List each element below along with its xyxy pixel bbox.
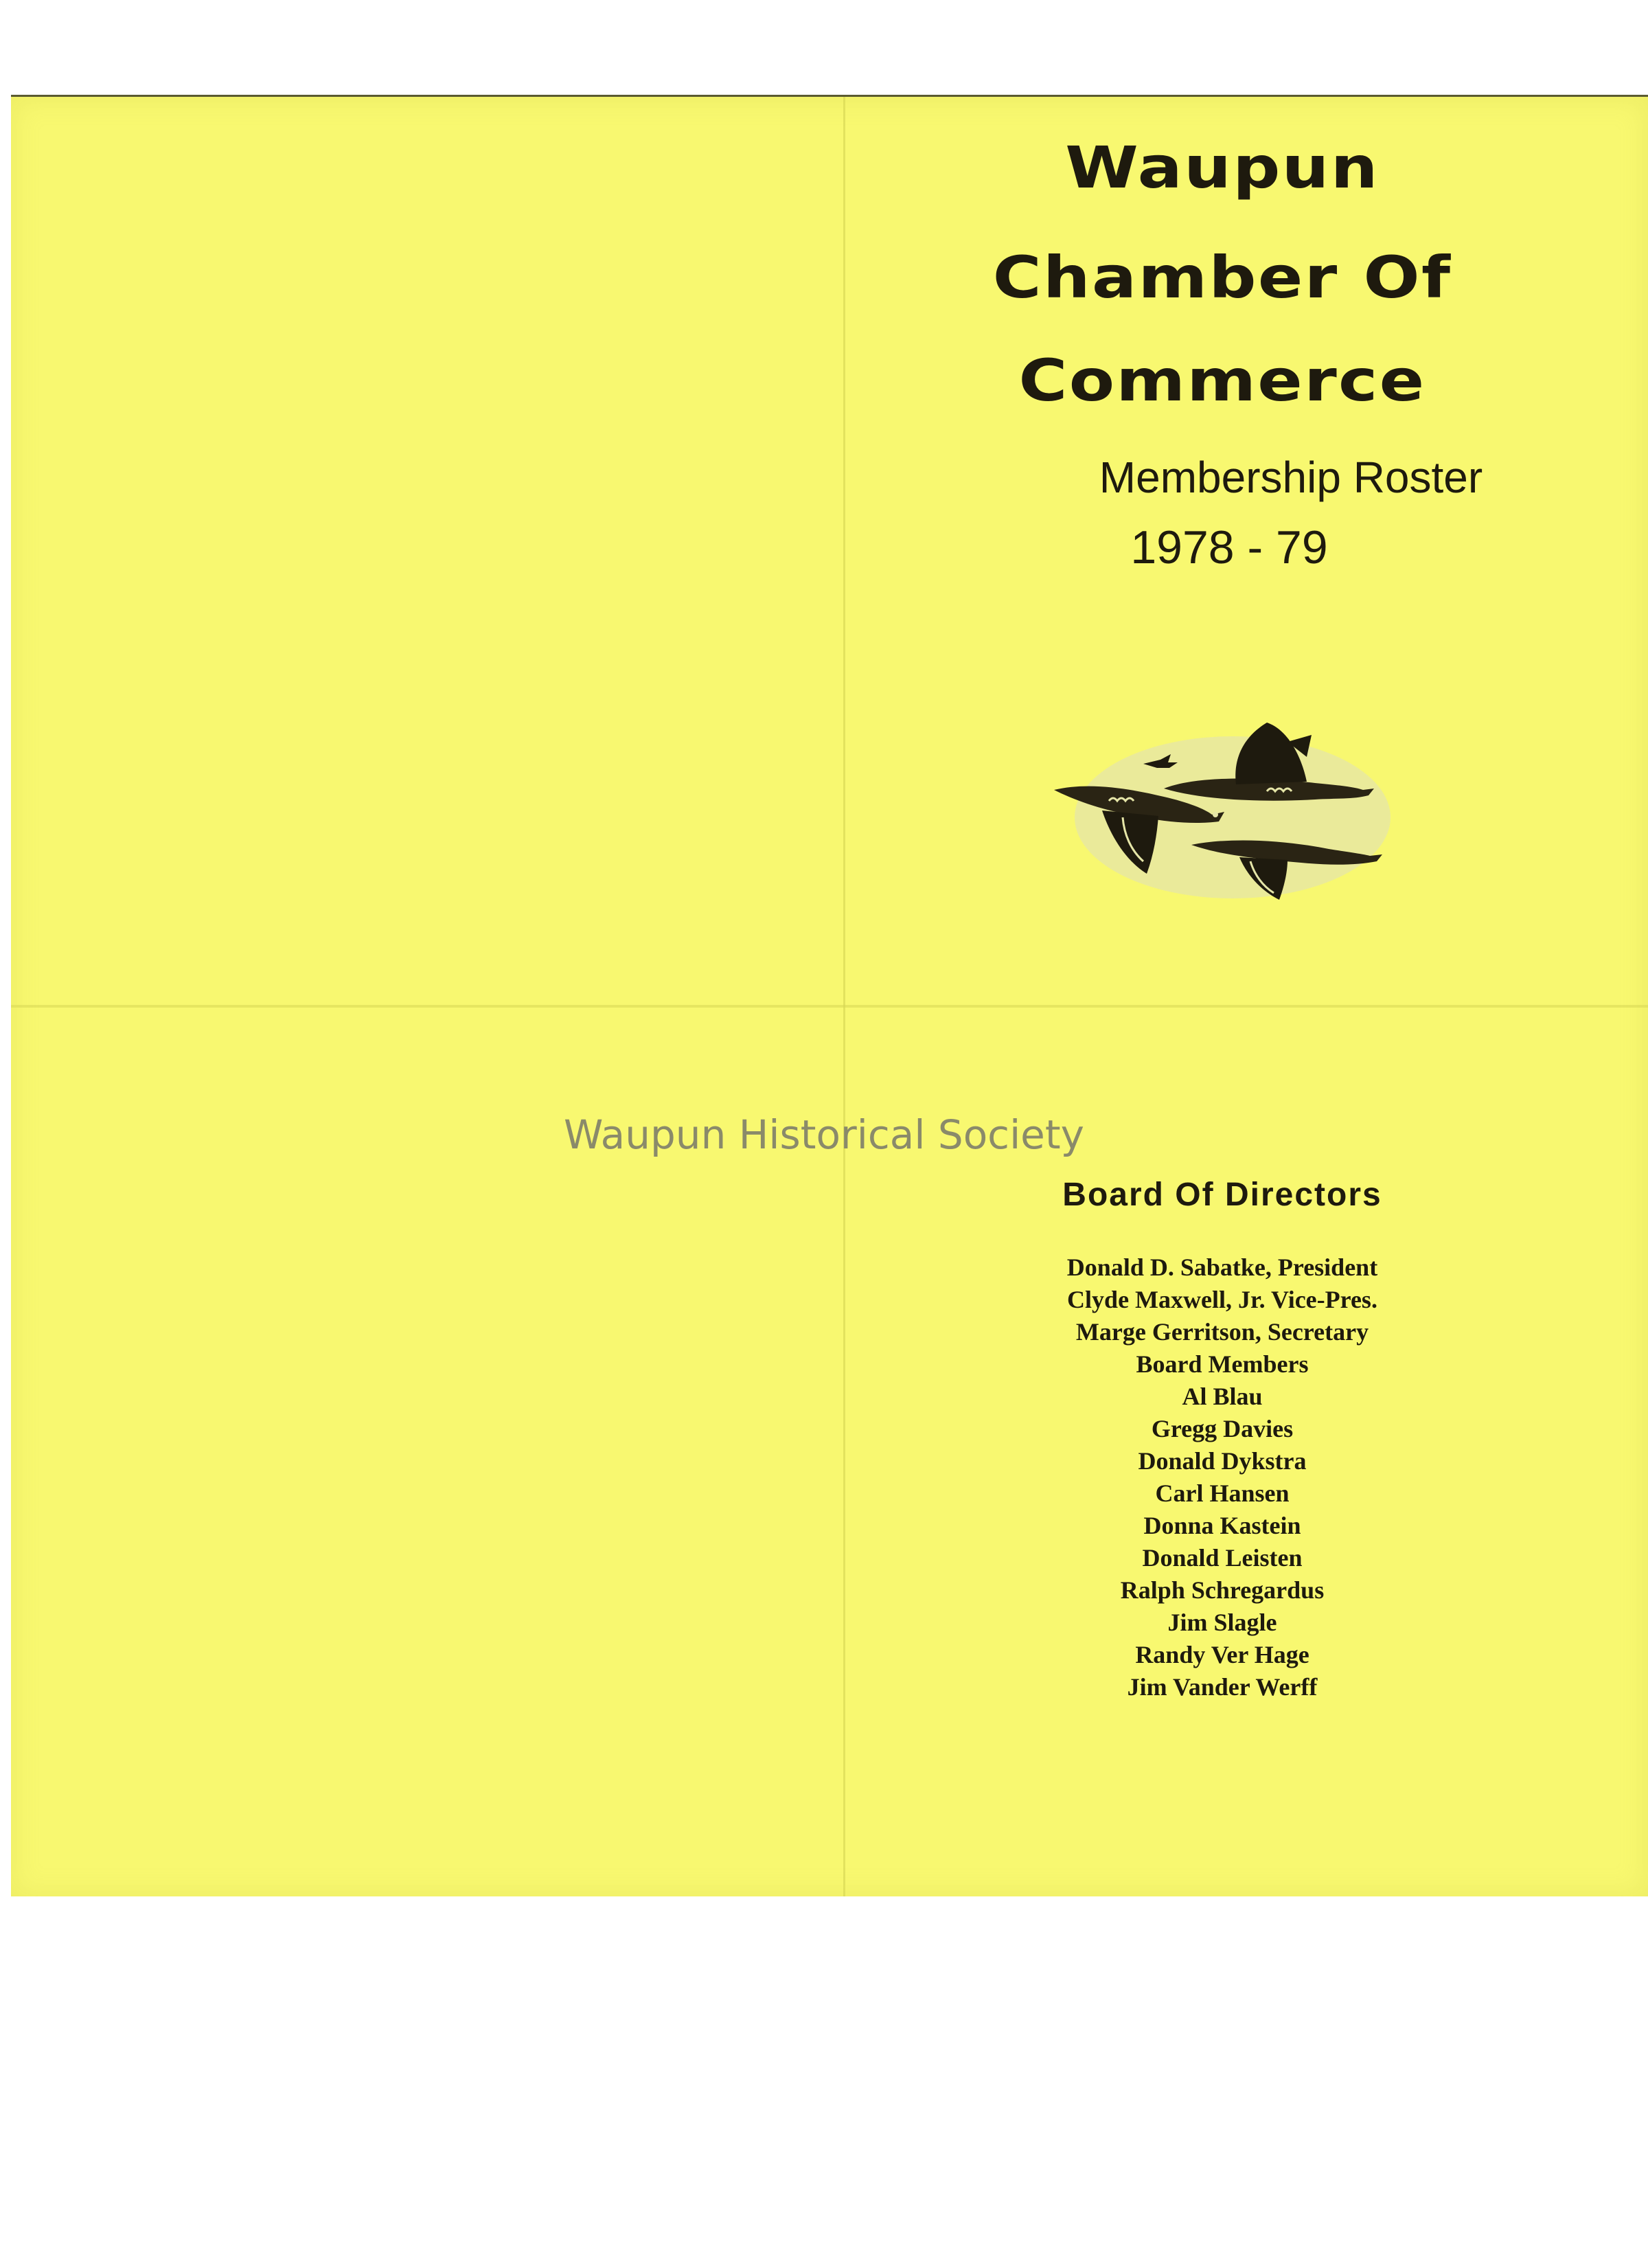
list-item: Marge Gerritson, Secretary [1075, 1318, 1369, 1346]
title-line-1: Waupun [1065, 134, 1380, 201]
list-item: Jim Vander Werff [1127, 1673, 1318, 1701]
list-item: Ralph Schregardus [1120, 1576, 1325, 1604]
list-item: Al Blau [1182, 1383, 1263, 1410]
list-item: Gregg Davies [1151, 1415, 1294, 1442]
list-item: Clyde Maxwell, Jr. Vice-Pres. [1067, 1286, 1377, 1313]
board-heading: Board Of Directors [1062, 1177, 1382, 1213]
title-line-3: Commerce [1018, 347, 1426, 414]
roster-years: 1978 - 79 [1130, 521, 1328, 574]
list-item: Carl Hansen [1155, 1479, 1290, 1507]
list-item: Donald D. Sabatke, President [1066, 1254, 1378, 1281]
historical-society-watermark: Waupun Historical Society [564, 1111, 1084, 1158]
flying-geese-illustration [1040, 714, 1425, 914]
list-item: Randy Ver Hage [1135, 1641, 1309, 1668]
title-line-2: Chamber Of [992, 244, 1452, 311]
list-item: Donald Leisten [1142, 1544, 1303, 1572]
board-of-directors-list [941, 1251, 1504, 1703]
list-item: Donna Kastein [1143, 1512, 1301, 1539]
list-item: Donald Dykstra [1138, 1447, 1307, 1475]
list-item: Board Members [1136, 1350, 1309, 1378]
horizontal-fold-line [11, 1005, 1648, 1008]
list-item: Jim Slagle [1167, 1609, 1277, 1636]
roster-subtitle: Membership Roster [1099, 453, 1483, 502]
